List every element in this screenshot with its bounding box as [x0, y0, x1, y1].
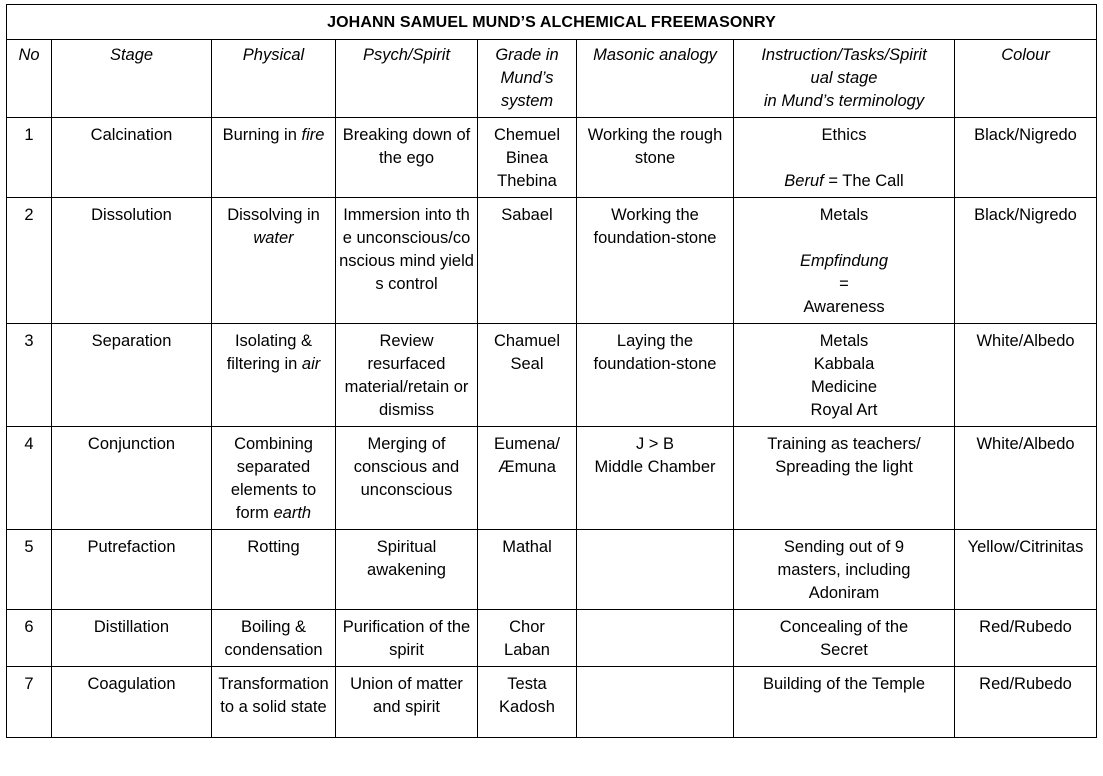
cell-no: 5: [7, 530, 52, 610]
header-colour: Colour: [955, 40, 1097, 118]
cell-colour: White/Albedo: [955, 324, 1097, 427]
grade-line: Testa: [507, 675, 547, 693]
cell-masonic: Working the foundation-stone: [577, 198, 734, 324]
grade-line: Mathal: [502, 538, 552, 556]
cell-psych: Spiritual awakening: [336, 530, 478, 610]
cell-instruction: [734, 324, 955, 427]
table-row: [7, 198, 1097, 324]
instruction-meaning: = The Call: [823, 172, 904, 190]
header-instruction: [734, 40, 955, 118]
cell-stage: Dissolution: [52, 198, 212, 324]
alchemical-freemasonry-table: [6, 4, 1097, 738]
cell-grade: [478, 667, 577, 738]
cell-no: 6: [7, 610, 52, 667]
cell-grade: [478, 198, 577, 324]
cell-physical: [212, 427, 336, 530]
table-row: [7, 610, 1097, 667]
cell-physical: [212, 324, 336, 427]
cell-grade: [478, 118, 577, 198]
cell-grade: [478, 427, 577, 530]
cell-colour: White/Albedo: [955, 427, 1097, 530]
header-stage: Stage: [52, 40, 212, 118]
masonic-line: J > B: [635, 435, 675, 453]
header-row: [7, 40, 1097, 118]
cell-colour: Yellow/Citrinitas: [955, 530, 1097, 610]
physical-text: Isolating & filtering in: [226, 332, 313, 373]
physical-text: Combining separated elements to form: [230, 435, 317, 522]
cell-instruction: Training as teachers/ Spreading the light: [734, 427, 955, 530]
instruction-line: Medicine: [810, 378, 878, 396]
cell-no: 7: [7, 667, 52, 738]
cell-masonic: [577, 667, 734, 738]
cell-physical: [212, 530, 336, 610]
cell-grade: [478, 530, 577, 610]
physical-text: Boiling & condensation: [224, 618, 323, 659]
physical-text: Rotting: [247, 538, 300, 556]
cell-grade: [478, 610, 577, 667]
instruction-gap: [737, 147, 951, 170]
header-instruction-line: in Mund’s terminology: [763, 92, 925, 110]
instruction-term: Beruf: [784, 172, 824, 190]
cell-colour: Red/Rubedo: [955, 667, 1097, 738]
cell-masonic: Laying the foundation-stone: [577, 324, 734, 427]
cell-masonic: [577, 610, 734, 667]
physical-text: Transformation to a solid state: [218, 675, 329, 716]
cell-masonic: Working the rough stone: [577, 118, 734, 198]
cell-instruction: Building of the Temple: [734, 667, 955, 738]
cell-psych: Review resurfaced material/retain or dismiss: [336, 324, 478, 427]
table-row: [7, 530, 1097, 610]
table-title: JOHANN SAMUEL MUND’S ALCHEMICAL FREEMASONRY: [7, 5, 1097, 40]
cell-stage: Coagulation: [52, 667, 212, 738]
cell-stage: Distillation: [52, 610, 212, 667]
cell-psych: Immersion into the unconscious/conscious mind yields control: [336, 198, 478, 324]
grade-line: Laban: [504, 641, 550, 659]
physical-element: fire: [301, 126, 325, 144]
cell-physical: [212, 610, 336, 667]
cell-stage: Calcination: [52, 118, 212, 198]
table-row: [7, 667, 1097, 738]
table-row: [7, 324, 1097, 427]
grade-line: Chemuel: [493, 126, 561, 144]
header-grade-line: Mund’s: [500, 69, 554, 87]
cell-psych: Purification of the spirit: [336, 610, 478, 667]
instruction-term: Empfindung: [799, 252, 889, 270]
cell-masonic: [577, 427, 734, 530]
cell-psych: Union of matter and spirit: [336, 667, 478, 738]
instruction-line: [737, 170, 951, 193]
grade-line: Sabael: [501, 206, 553, 224]
instruction-line: Metals: [819, 206, 869, 224]
physical-text: Dissolving in: [227, 206, 320, 224]
header-no: No: [7, 40, 52, 118]
table-row: [7, 118, 1097, 198]
header-physical: Physical: [212, 40, 336, 118]
cell-stage: Putrefaction: [52, 530, 212, 610]
cell-grade: [478, 324, 577, 427]
physical-element: earth: [273, 504, 312, 522]
cell-physical: [212, 198, 336, 324]
cell-colour: Black/Nigredo: [955, 198, 1097, 324]
physical-element: water: [253, 229, 294, 247]
header-grade-line: Grade in: [495, 46, 559, 64]
cell-physical: [212, 667, 336, 738]
grade-line: Eumena/: [493, 435, 561, 453]
header-instruction-line: Instruction/Tasks/Spirit: [761, 46, 927, 64]
cell-psych: Breaking down of the ego: [336, 118, 478, 198]
instruction-line: Ethics: [821, 126, 867, 144]
header-psych-spirit: Psych/Spirit: [336, 40, 478, 118]
grade-line: Kadosh: [499, 698, 555, 716]
instruction-line: Metals: [819, 332, 869, 350]
cell-stage: Separation: [52, 324, 212, 427]
grade-line: Binea: [505, 149, 549, 167]
instruction-gap: [737, 227, 951, 250]
physical-text: Burning in: [222, 126, 302, 144]
cell-colour: Black/Nigredo: [955, 118, 1097, 198]
header-grade: [478, 40, 577, 118]
cell-no: 1: [7, 118, 52, 198]
cell-physical: [212, 118, 336, 198]
instruction-line: [737, 250, 951, 319]
instruction-line: Kabbala: [813, 355, 875, 373]
table-row: [7, 427, 1097, 530]
grade-line: Æmuna: [498, 458, 556, 476]
header-masonic-analogy: Masonic analogy: [577, 40, 734, 118]
cell-instruction: [734, 118, 955, 198]
cell-instruction: Concealing of the Secret: [734, 610, 955, 667]
physical-element: air: [301, 355, 321, 373]
grade-line: Chor: [509, 618, 545, 636]
cell-colour: Red/Rubedo: [955, 610, 1097, 667]
cell-no: 3: [7, 324, 52, 427]
cell-no: 2: [7, 198, 52, 324]
instruction-meaning: = Awareness: [803, 275, 885, 316]
masonic-line: Middle Chamber: [594, 458, 716, 476]
header-grade-line: system: [500, 92, 554, 110]
cell-masonic: [577, 530, 734, 610]
cell-stage: Conjunction: [52, 427, 212, 530]
cell-psych: Merging of conscious and unconscious: [336, 427, 478, 530]
cell-no: 4: [7, 427, 52, 530]
grade-line: Chamuel: [493, 332, 561, 350]
header-instruction-line: ual stage: [810, 69, 878, 87]
cell-instruction: [734, 198, 955, 324]
instruction-line: Royal Art: [810, 401, 878, 419]
grade-line: Seal: [510, 355, 544, 373]
grade-line: Thebina: [497, 172, 557, 190]
cell-instruction: Sending out of 9 masters, including Adoniram: [734, 530, 955, 610]
